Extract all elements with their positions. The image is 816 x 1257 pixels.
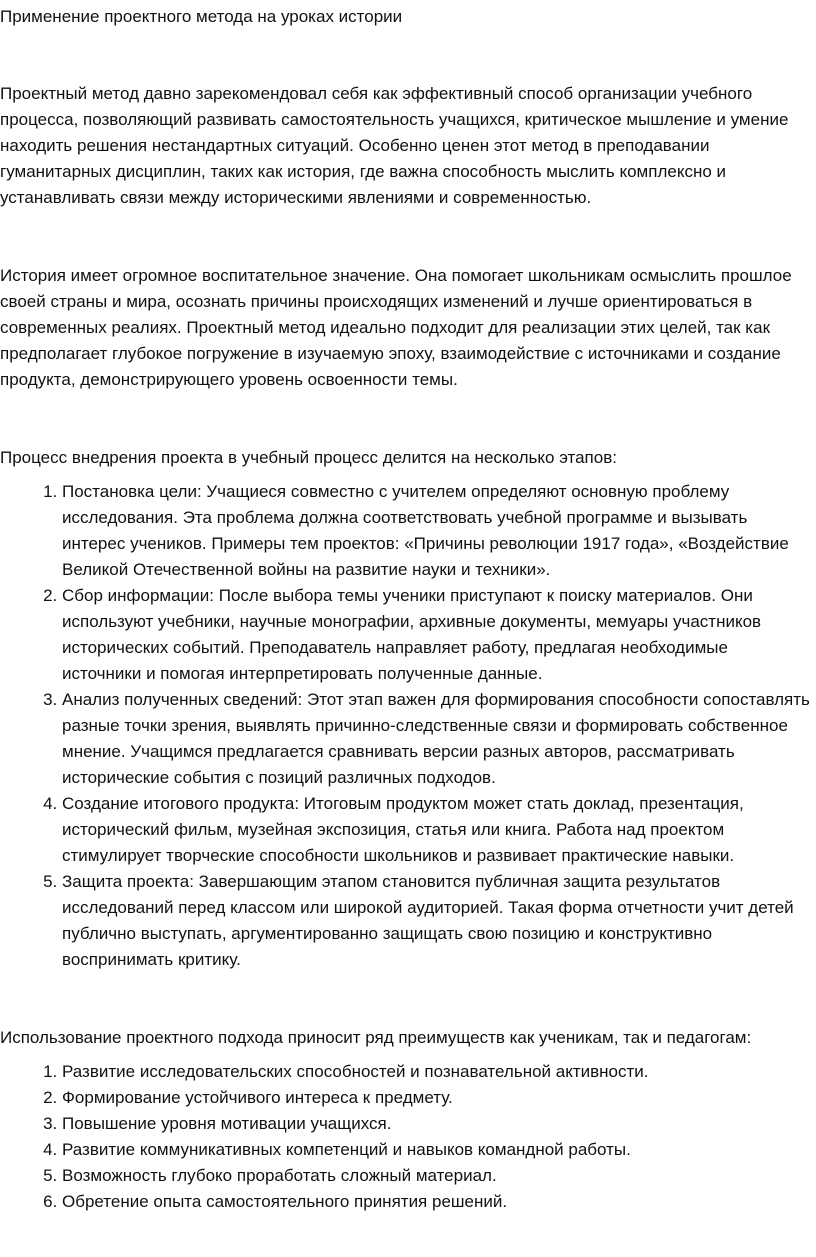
spacer (0, 1051, 810, 1059)
stage-item: 1. Постановка цели: Учащиеся совместно с учителем определяют основную проблему исследования. Эта проблема должна соответствовать учебной программе и вызывать интерес учеников. Примеры тем проектов: «Причины революции 1917 года», «Воздействие Великой Отечественной войны на развитие науки и техники». (62, 479, 810, 583)
benefit-item: 6. Обретение опыта самостоятельного принятия решений. (62, 1189, 810, 1215)
stage-item: 4. Создание итогового продукта: Итоговым продуктом может стать доклад, презентация, исторический фильм, музейная экспозиция, статья или книга. Работа над проектом стимулирует творческие способности школьников и развивает практические навыки. (62, 791, 810, 869)
spacer (0, 393, 810, 445)
benefit-item: 4. Развитие коммуникативных компетенций и навыков командной работы. (62, 1137, 810, 1163)
spacer (0, 471, 810, 479)
stages-intro: Процесс внедрения проекта в учебный процесс делится на несколько этапов: (0, 448, 617, 467)
spacer (0, 211, 810, 263)
document-title: Применение проектного метода на уроках истории (0, 7, 403, 26)
stage-item: 5. Защита проекта: Завершающим этапом становится публичная защита результатов исследований перед классом или широкой аудиторией. Такая форма отчетности учит детей публично выступать, аргументированно защищать свою позицию и конструктивно воспринимать критику. (62, 869, 810, 973)
intro-paragraph: Проектный метод давно зарекомендовал себя как эффективный способ организации учебного процесса, позволяющий развивать самостоятельность учащихся, критическое мышление и умение находить решения нестандартных ситуаций. Особенно ценен этот метод в преподавании гуманитарных дисциплин, таких как история, где важна способность мыслить комплексно и устанавливать связи между историческими явлениями и современностью. (0, 84, 789, 207)
stage-item: 2. Сбор информации: После выбора темы ученики приступают к поиску материалов. Они используют учебники, научные монографии, архивные документы, мемуары участников исторических событий. Преподаватель направляет работу, предлагая необходимые источники и помогая интерпретировать полученные данные. (62, 583, 810, 687)
spacer (0, 973, 810, 1025)
benefits-intro: Использование проектного подхода приносит ряд преимуществ как ученикам, так и педагогам: (0, 1028, 752, 1047)
stages-list (0, 479, 810, 973)
benefit-item: 5. Возможность глубоко проработать сложный материал. (62, 1163, 810, 1189)
spacer (0, 29, 810, 81)
stage-item: 3. Анализ полученных сведений: Этот этап важен для формирования способности сопоставлять разные точки зрения, выявлять причинно-следственные связи и формировать собственное мнение. Учащимся предлагается сравнивать версии разных авторов, рассматривать исторические события с позиций различных подходов. (62, 687, 810, 791)
benefit-item: 1. Развитие исследовательских способностей и познавательной активности. (62, 1059, 810, 1085)
benefit-item: 3. Повышение уровня мотивации учащихся. (62, 1111, 810, 1137)
history-paragraph: История имеет огромное воспитательное значение. Она помогает школьникам осмыслить прошлое своей страны и мира, осознать причины происходящих изменений и лучше ориентироваться в современных реалиях. Проектный метод идеально подходит для реализации этих целей, так как предполагает глубокое погружение в изучаемую эпоху, взаимодействие с источниками и создание продукта, демонстрирующего уровень освоенности темы. (0, 266, 792, 389)
benefits-list (0, 1059, 810, 1215)
benefit-item: 2. Формирование устойчивого интереса к предмету. (62, 1085, 810, 1111)
